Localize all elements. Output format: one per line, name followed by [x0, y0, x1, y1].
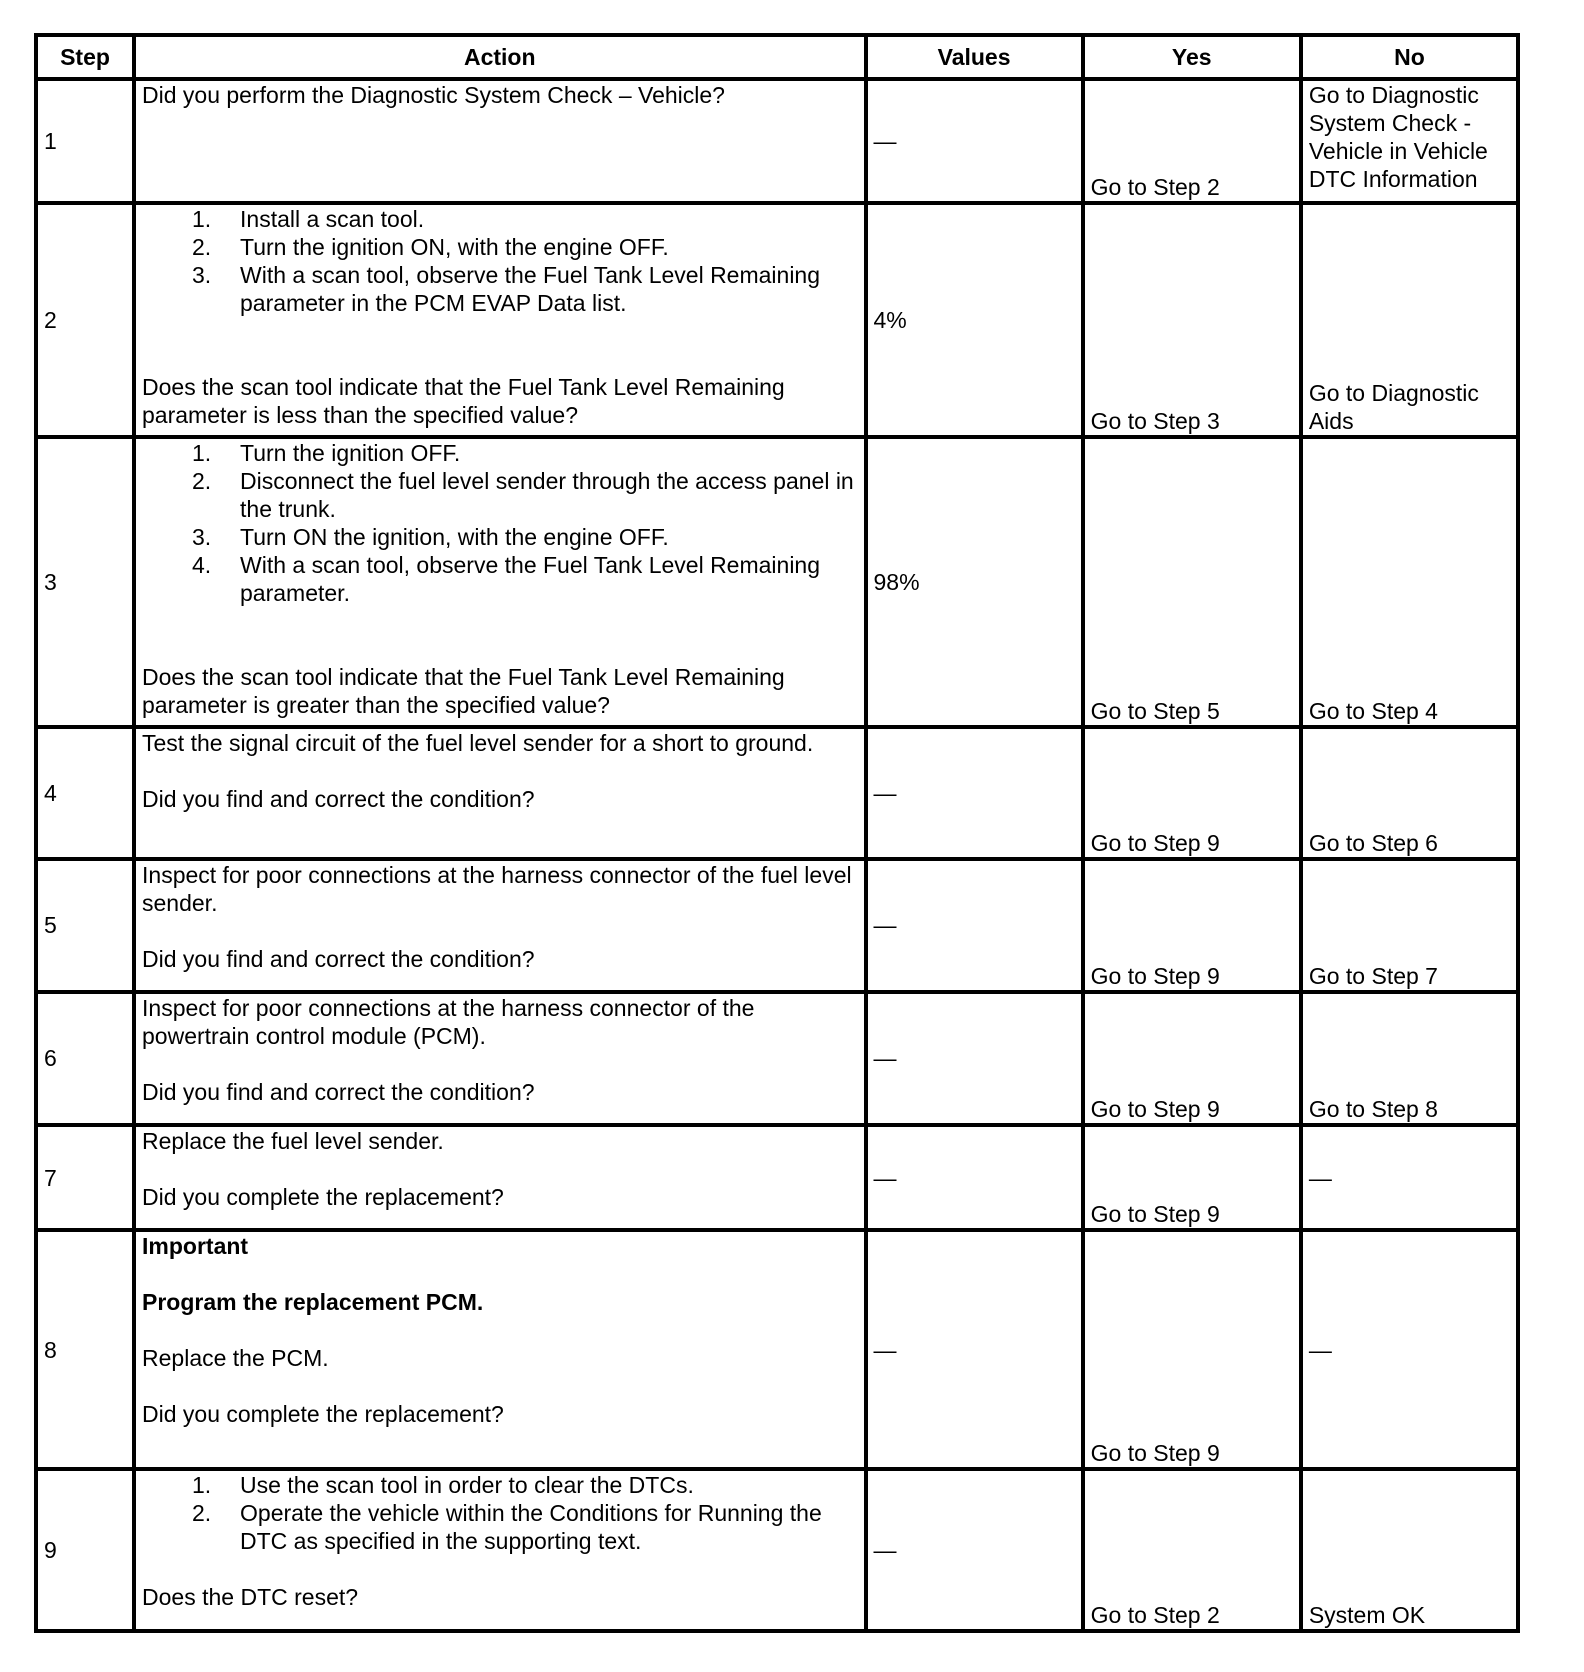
- list-item: 1. Use the scan tool in order to clear the DTCs.: [192, 1472, 694, 1499]
- value-cell: —: [866, 727, 1083, 858]
- action-question: Did you find and correct the condition?: [142, 786, 535, 813]
- list-item: 2. Turn the ignition ON, with the engine OFF.: [192, 233, 669, 260]
- yes-cell: Go to Step 5: [1083, 437, 1301, 728]
- value-cell: —: [866, 1125, 1083, 1231]
- yes-cell: Go to Step 9: [1083, 859, 1301, 992]
- list-item: 1. Install a scan tool.: [192, 205, 425, 232]
- table-row: [36, 203, 1518, 437]
- action-cell: [134, 437, 866, 728]
- value-cell: —: [866, 1469, 1083, 1631]
- action-question: Does the scan tool indicate that the Fuel Tank Level Remaining parameter is less than the specified value?: [142, 373, 785, 428]
- table-row: [36, 437, 1518, 728]
- action-cell: [134, 1125, 866, 1231]
- table-row: [36, 727, 1518, 858]
- list-item: 3. With a scan tool, observe the Fuel Tank Level Remaining parameter in the PCM EVAP Data list.: [192, 261, 821, 316]
- step-number: 5: [36, 859, 134, 992]
- action-text: Inspect for poor connections at the harness connector of the powertrain control module (PCM).: [142, 994, 755, 1049]
- no-cell: —: [1301, 1230, 1518, 1469]
- value-cell: —: [866, 859, 1083, 992]
- list-item: 4. With a scan tool, observe the Fuel Tank Level Remaining parameter.: [192, 551, 821, 606]
- no-cell: Go to Step 4: [1301, 437, 1518, 728]
- header-step: Step: [36, 35, 134, 79]
- step-number: 6: [36, 992, 134, 1125]
- table-row: [36, 1230, 1518, 1469]
- action-cell: [134, 992, 866, 1125]
- action-cell: [134, 1469, 866, 1631]
- action-text: Test the signal circuit of the fuel level sender for a short to ground.: [142, 730, 814, 757]
- action-question: Did you complete the replacement?: [142, 1401, 504, 1428]
- action-cell: [134, 1230, 866, 1469]
- no-cell: System OK: [1301, 1469, 1518, 1631]
- yes-cell: Go to Step 3: [1083, 203, 1301, 437]
- action-question: Does the scan tool indicate that the Fuel Tank Level Remaining parameter is greater than the specified value?: [142, 663, 785, 718]
- value-cell: —: [866, 79, 1083, 203]
- value-cell: 4%: [866, 203, 1083, 437]
- step-number: 3: [36, 437, 134, 728]
- value-cell: —: [866, 992, 1083, 1125]
- action-text: Replace the fuel level sender.: [142, 1127, 444, 1154]
- yes-cell: Go to Step 9: [1083, 727, 1301, 858]
- value-cell: —: [866, 1230, 1083, 1469]
- no-cell: Go to Step 8: [1301, 992, 1518, 1125]
- important-heading: Important: [142, 1233, 249, 1260]
- table-row: [36, 1125, 1518, 1231]
- yes-cell: Go to Step 2: [1083, 1469, 1301, 1631]
- list-item: 2. Operate the vehicle within the Conditions for Running the DTC as specified in the supporting text.: [192, 1500, 822, 1555]
- table-row: [36, 859, 1518, 992]
- header-action: Action: [134, 35, 866, 79]
- header-values: Values: [866, 35, 1083, 79]
- yes-cell: Go to Step 2: [1083, 79, 1301, 203]
- list-item: 3. Turn ON the ignition, with the engine OFF.: [192, 523, 669, 550]
- table-row: [36, 992, 1518, 1125]
- yes-cell: Go to Step 9: [1083, 992, 1301, 1125]
- action-question: Did you find and correct the condition?: [142, 945, 535, 972]
- step-number: 1: [36, 79, 134, 203]
- list-item: 2. Disconnect the fuel level sender through the access panel in the trunk.: [192, 467, 854, 522]
- no-cell: Go to Diagnostic Aids: [1301, 203, 1518, 437]
- no-cell: —: [1301, 1125, 1518, 1231]
- important-note: Program the replacement PCM.: [142, 1289, 484, 1316]
- no-cell: Go to Step 7: [1301, 859, 1518, 992]
- step-number: 9: [36, 1469, 134, 1631]
- action-question: Did you find and correct the condition?: [142, 1078, 535, 1105]
- list-item: 1. Turn the ignition OFF.: [192, 439, 461, 466]
- action-question: Does the DTC reset?: [142, 1584, 359, 1611]
- action-cell: [134, 203, 866, 437]
- action-cell: [134, 727, 866, 858]
- header-no: No: [1301, 35, 1518, 79]
- no-cell: Go to Step 6: [1301, 727, 1518, 858]
- action-list: [142, 439, 858, 607]
- step-number: 2: [36, 203, 134, 437]
- step-number: 8: [36, 1230, 134, 1469]
- header-yes: Yes: [1083, 35, 1301, 79]
- action-text: Replace the PCM.: [142, 1345, 329, 1372]
- value-cell: 98%: [866, 437, 1083, 728]
- no-cell: Go to Diagnostic System Check - Vehicle in Vehicle DTC Information: [1301, 79, 1518, 203]
- diagnostic-table: [34, 33, 1520, 1633]
- action-cell: [134, 79, 866, 203]
- action-list: [142, 1471, 858, 1555]
- action-text: Inspect for poor connections at the harness connector of the fuel level sender.: [142, 861, 852, 916]
- header-row: [36, 35, 1518, 79]
- step-number: 4: [36, 727, 134, 858]
- action-cell: [134, 859, 866, 992]
- step-number: 7: [36, 1125, 134, 1231]
- yes-cell: Go to Step 9: [1083, 1125, 1301, 1231]
- yes-cell: Go to Step 9: [1083, 1230, 1301, 1469]
- table-row: [36, 1469, 1518, 1631]
- action-question: Did you complete the replacement?: [142, 1183, 504, 1210]
- table-row: [36, 79, 1518, 203]
- action-text: Did you perform the Diagnostic System Check – Vehicle?: [142, 82, 725, 108]
- action-list: [142, 205, 858, 317]
